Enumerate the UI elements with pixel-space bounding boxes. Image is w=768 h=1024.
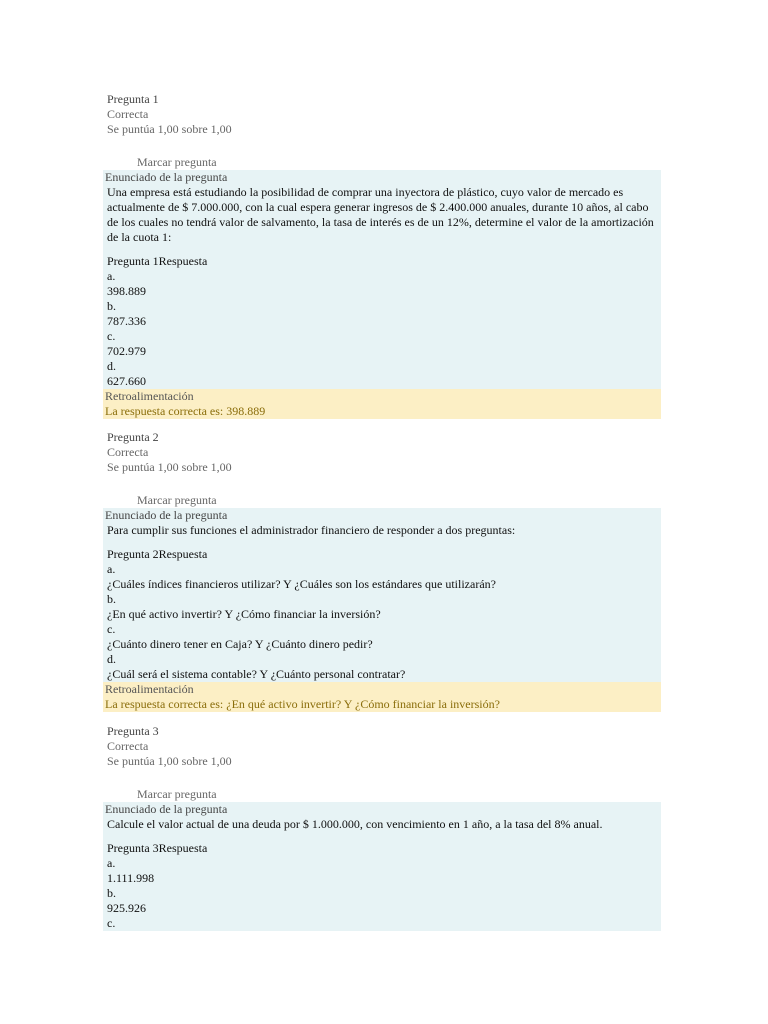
- correct-answer-text: La respuesta correcta es: 398.889: [105, 404, 266, 418]
- question-text: Para cumplir sus funciones el administrador financiero de responder a dos preguntas:: [107, 523, 516, 537]
- question-legend: Enunciado de la pregunta: [105, 170, 228, 184]
- option-text: 925.926: [107, 901, 146, 915]
- question-text: Calcule el valor actual de una deuda por $ 1.000.000, con vencimiento en 1 año, a la tasa del 8% anual.: [107, 817, 603, 831]
- question-grade: Se puntúa 1,00 sobre 1,00: [107, 122, 232, 136]
- question-state: Correcta: [107, 445, 149, 459]
- question-legend: Enunciado de la pregunta: [105, 508, 228, 522]
- answer-option-c[interactable]: [107, 329, 661, 359]
- question-text: Una empresa está estudiando la posibilidad de comprar una inyectora de plástico, cuyo valor de mercado es actualmente de $ 7.000.000, con la cual espera generar ingresos de $ 2.400.000 anuales, durante 10 años, al cabo de los cuales no tendrá valor de salvamento, la tasa de interés es de un 12%, determine el valor de la amortización de la cuota 1:: [107, 185, 654, 244]
- answer-label: Pregunta 2Respuesta: [107, 547, 208, 561]
- question-number: Pregunta 3: [107, 724, 159, 738]
- option-text: 398.889: [107, 284, 146, 298]
- answer-option-c[interactable]: [107, 622, 661, 652]
- question-info: [0, 724, 768, 769]
- correct-answer-text: La respuesta correcta es: ¿En qué activo invertir? Y ¿Cómo financiar la inversión?: [105, 697, 500, 711]
- answer-option-a[interactable]: [107, 269, 661, 299]
- question-grade: Se puntúa 1,00 sobre 1,00: [107, 460, 232, 474]
- option-text: 1.111.998: [107, 871, 155, 885]
- question-content: [103, 508, 661, 682]
- answer-option-a[interactable]: [107, 856, 661, 886]
- flag-question-link[interactable]: Marcar pregunta: [137, 787, 217, 801]
- question-state: Correcta: [107, 739, 149, 753]
- option-text: 787.336: [107, 314, 146, 328]
- question-1: [0, 92, 768, 419]
- flag-question-link[interactable]: Marcar pregunta: [137, 493, 217, 507]
- option-letter: c.: [107, 329, 116, 343]
- option-letter: c.: [107, 622, 116, 636]
- answer-option-d[interactable]: [107, 652, 661, 682]
- option-letter: a.: [107, 562, 116, 576]
- question-state: Correcta: [107, 107, 149, 121]
- option-text: ¿Cuánto dinero tener en Caja? Y ¿Cuánto dinero pedir?: [107, 637, 373, 651]
- feedback-label: Retroalimentación: [105, 682, 194, 696]
- option-letter: b.: [107, 886, 116, 900]
- answer-option-b[interactable]: [107, 592, 661, 622]
- option-letter: d.: [107, 652, 116, 666]
- feedback-label: Retroalimentación: [105, 389, 194, 403]
- question-number: Pregunta 2: [107, 430, 159, 444]
- answer-option-b[interactable]: [107, 299, 661, 329]
- question-content: [103, 802, 661, 931]
- answer-label: Pregunta 1Respuesta: [107, 254, 208, 268]
- answer-option-c[interactable]: [107, 916, 661, 931]
- question-info: [0, 430, 768, 475]
- question-3: [0, 724, 768, 931]
- option-text: ¿Cuál será el sistema contable? Y ¿Cuánto personal contratar?: [107, 667, 406, 681]
- question-legend: Enunciado de la pregunta: [105, 802, 228, 816]
- answer-option-b[interactable]: [107, 886, 661, 916]
- question-content: [103, 170, 661, 389]
- answer-label: Pregunta 3Respuesta: [107, 841, 208, 855]
- option-letter: c.: [107, 916, 116, 930]
- option-letter: a.: [107, 856, 116, 870]
- flag-question-link[interactable]: Marcar pregunta: [137, 155, 217, 169]
- question-number: Pregunta 1: [107, 92, 159, 106]
- question-info: [0, 92, 768, 137]
- feedback-box: [103, 682, 661, 712]
- option-letter: d.: [107, 359, 116, 373]
- question-2: [0, 430, 768, 712]
- option-letter: b.: [107, 592, 116, 606]
- option-letter: a.: [107, 269, 116, 283]
- answer-option-d[interactable]: [107, 359, 661, 389]
- option-text: ¿Cuáles índices financieros utilizar? Y ¿Cuáles son los estándares que utilizarán?: [107, 577, 496, 591]
- feedback-box: [103, 389, 661, 419]
- option-text: 627.660: [107, 374, 146, 388]
- option-text: 702.979: [107, 344, 146, 358]
- answer-option-a[interactable]: [107, 562, 661, 592]
- option-letter: b.: [107, 299, 116, 313]
- question-grade: Se puntúa 1,00 sobre 1,00: [107, 754, 232, 768]
- option-text: ¿En qué activo invertir? Y ¿Cómo financiar la inversión?: [107, 607, 381, 621]
